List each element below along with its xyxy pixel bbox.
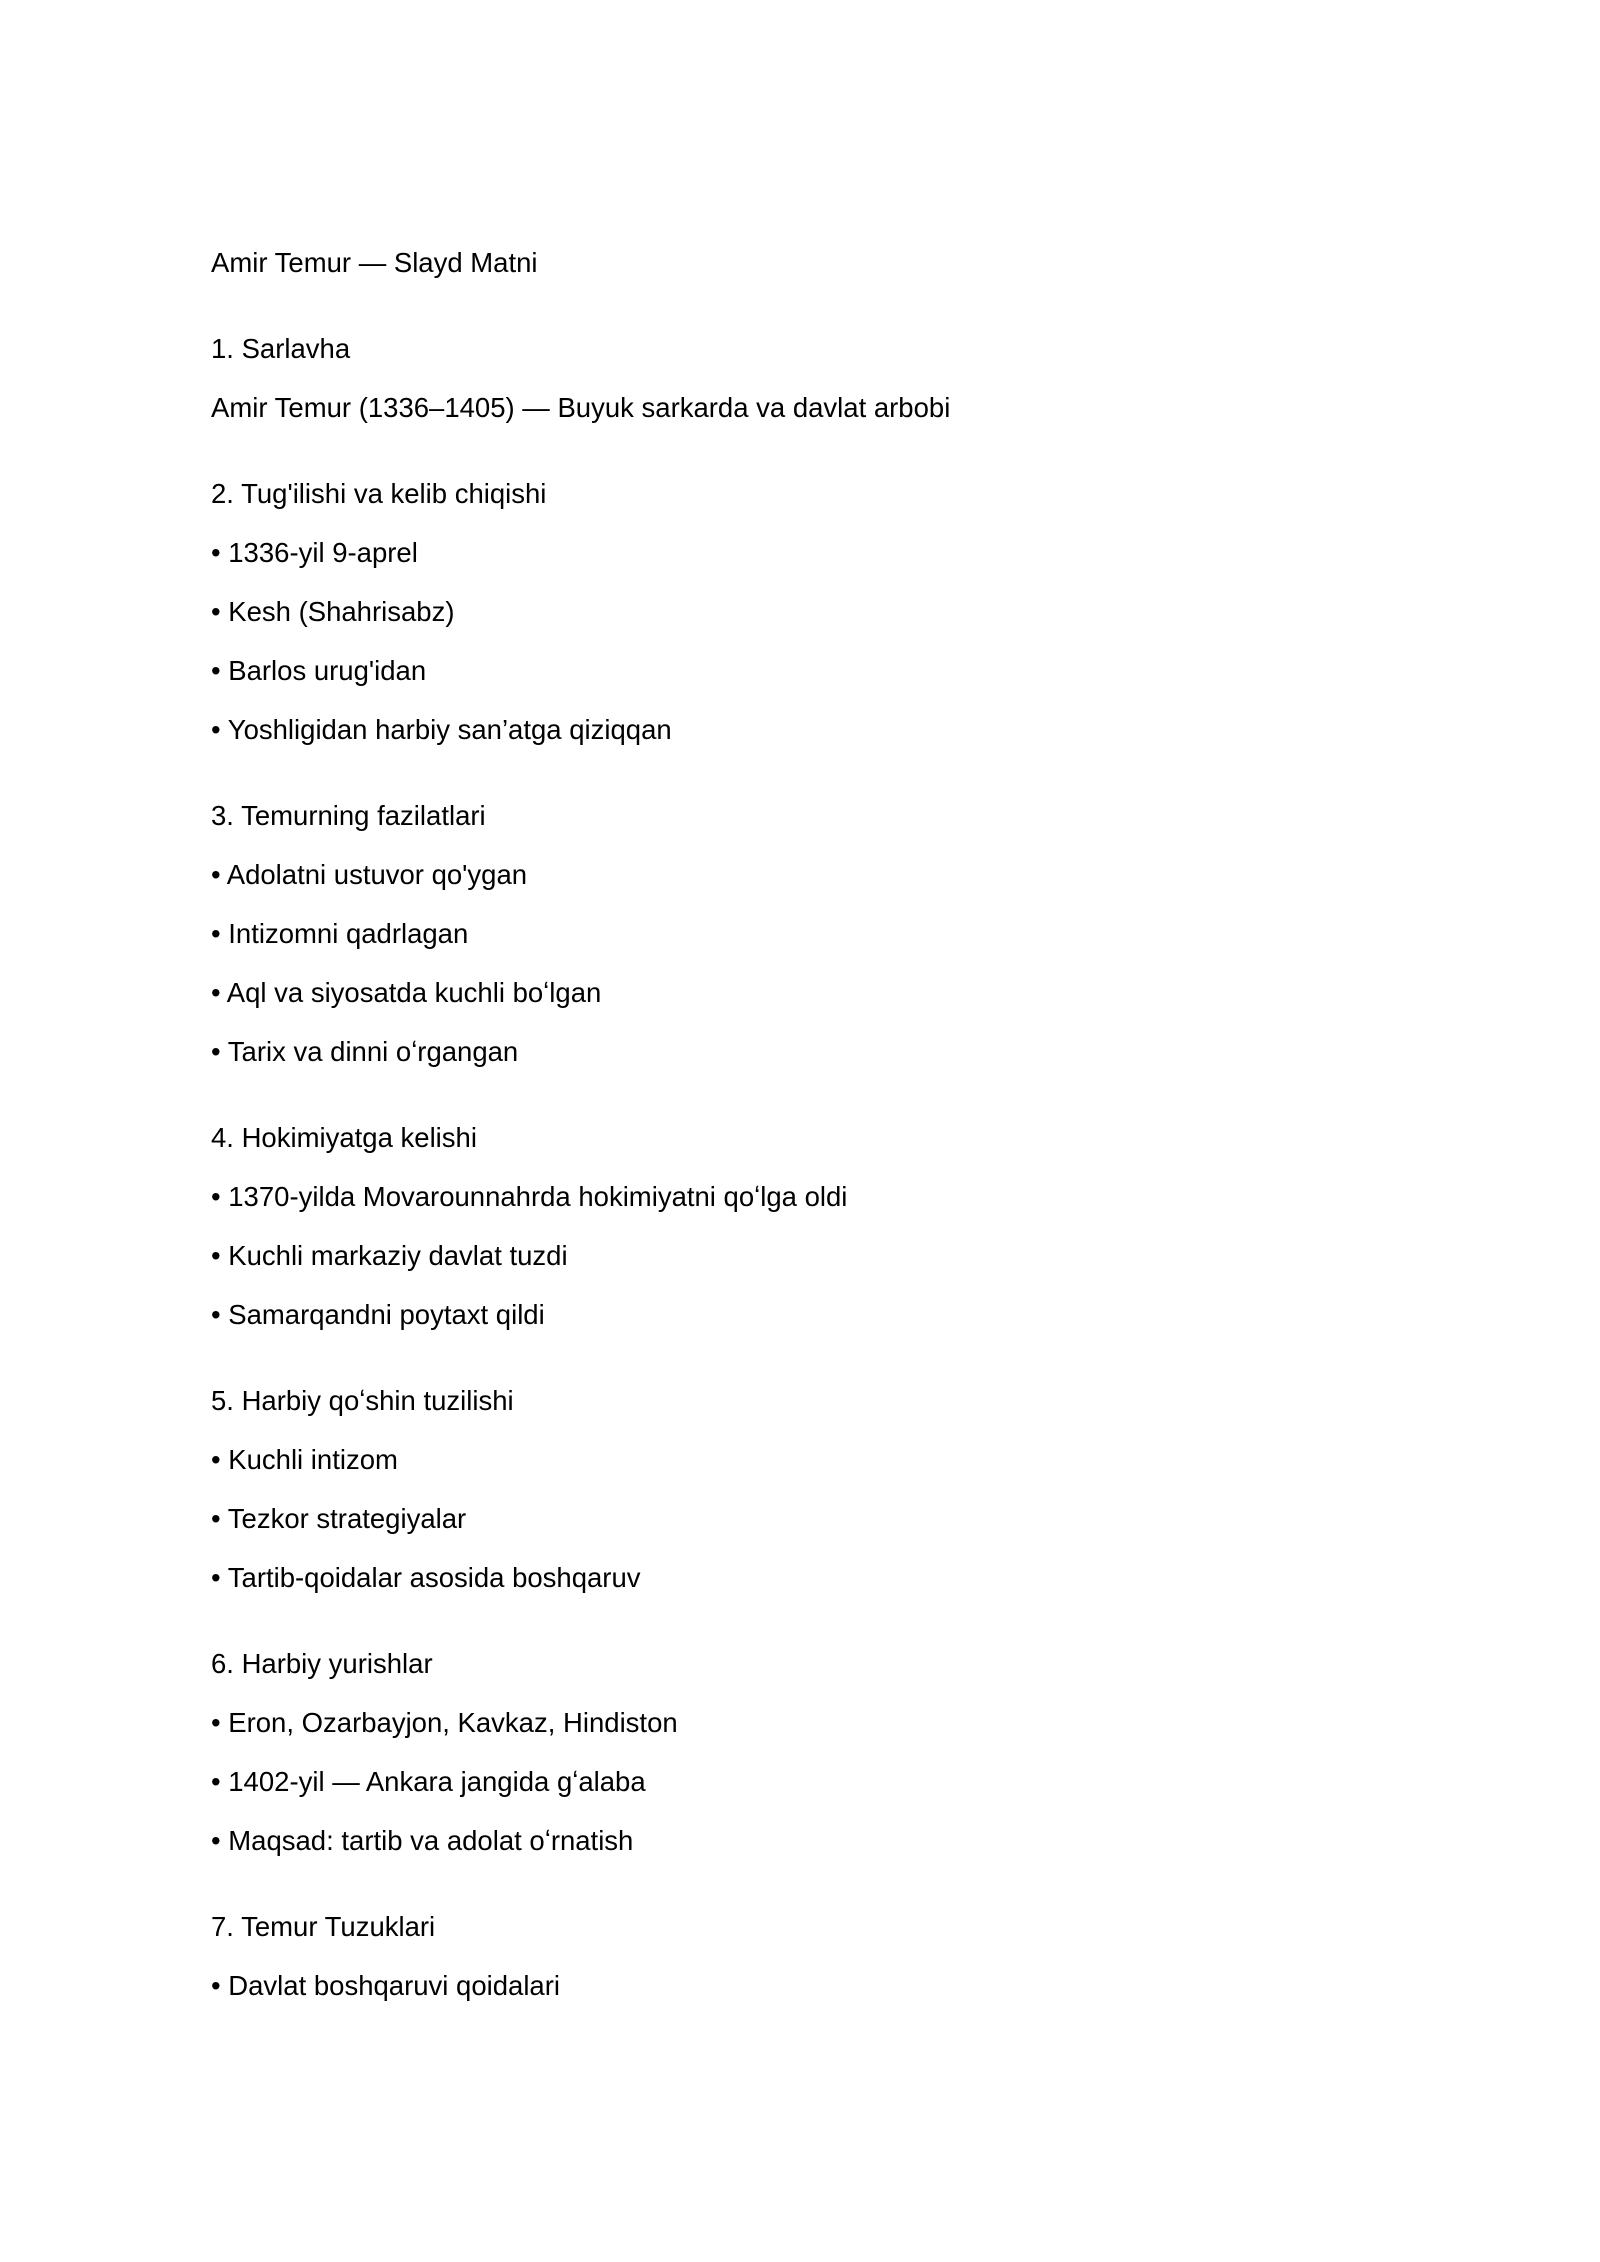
bullet-item: • Aql va siyosatda kuchli boʻlgan [211,977,602,1008]
bullet-item: • Maqsad: tartib va adolat oʻrnatish [211,1825,634,1856]
bullet-item: • Tezkor strategiyalar [211,1503,467,1534]
bullet-item: • Eron, Ozarbayjon, Kavkaz, Hindiston [211,1707,678,1738]
bullet-item: • Intizomni qadrlagan [211,918,469,949]
bullet-item: • 1336-yil 9-aprel [211,537,418,568]
spacer [211,759,1391,786]
section-heading: 3. Temurning fazilatlari [211,800,486,831]
section-heading: 6. Harbiy yurishlar [211,1648,433,1679]
spacer [211,437,1391,464]
document-title: Amir Temur — Slayd Matni [211,247,538,278]
bullet-item: • 1370-yilda Movarounnahrda hokimiyatni qoʻlga oldi [211,1181,848,1212]
bullet-item: • Adolatni ustuvor qo'ygan [211,859,528,890]
spacer [211,1870,1391,1897]
section-line: Amir Temur (1336–1405) — Buyuk sarkarda va davlat arbobi [211,392,951,423]
bullet-item: • Yoshligidan harbiy san’atga qiziqqan [211,714,672,745]
bullet-item: • Kesh (Shahrisabz) [211,596,455,627]
spacer [211,1344,1391,1371]
bullet-item: • 1402-yil — Ankara jangida gʻalaba [211,1766,646,1797]
section-heading: 2. Tug'ilishi va kelib chiqishi [211,478,547,509]
spacer [211,1081,1391,1108]
bullet-item: • Kuchli intizom [211,1444,398,1475]
section-heading: 5. Harbiy qoʻshin tuzilishi [211,1385,514,1416]
spacer [211,292,1391,319]
section-heading: 1. Sarlavha [211,333,351,364]
bullet-item: • Kuchli markaziy davlat tuzdi [211,1240,568,1271]
document-body [211,233,1391,2015]
section-heading: 4. Hokimiyatga kelishi [211,1122,477,1153]
bullet-item: • Barlos urug'idan [211,655,427,686]
spacer [211,1607,1391,1634]
bullet-item: • Tartib-qoidalar asosida boshqaruv [211,1562,641,1593]
section-heading: 7. Temur Tuzuklari [211,1911,436,1942]
bullet-item: • Tarix va dinni oʻrgangan [211,1036,519,1067]
bullet-item: • Samarqandni poytaxt qildi [211,1299,545,1330]
bullet-item: • Davlat boshqaruvi qoidalari [211,1970,560,2001]
